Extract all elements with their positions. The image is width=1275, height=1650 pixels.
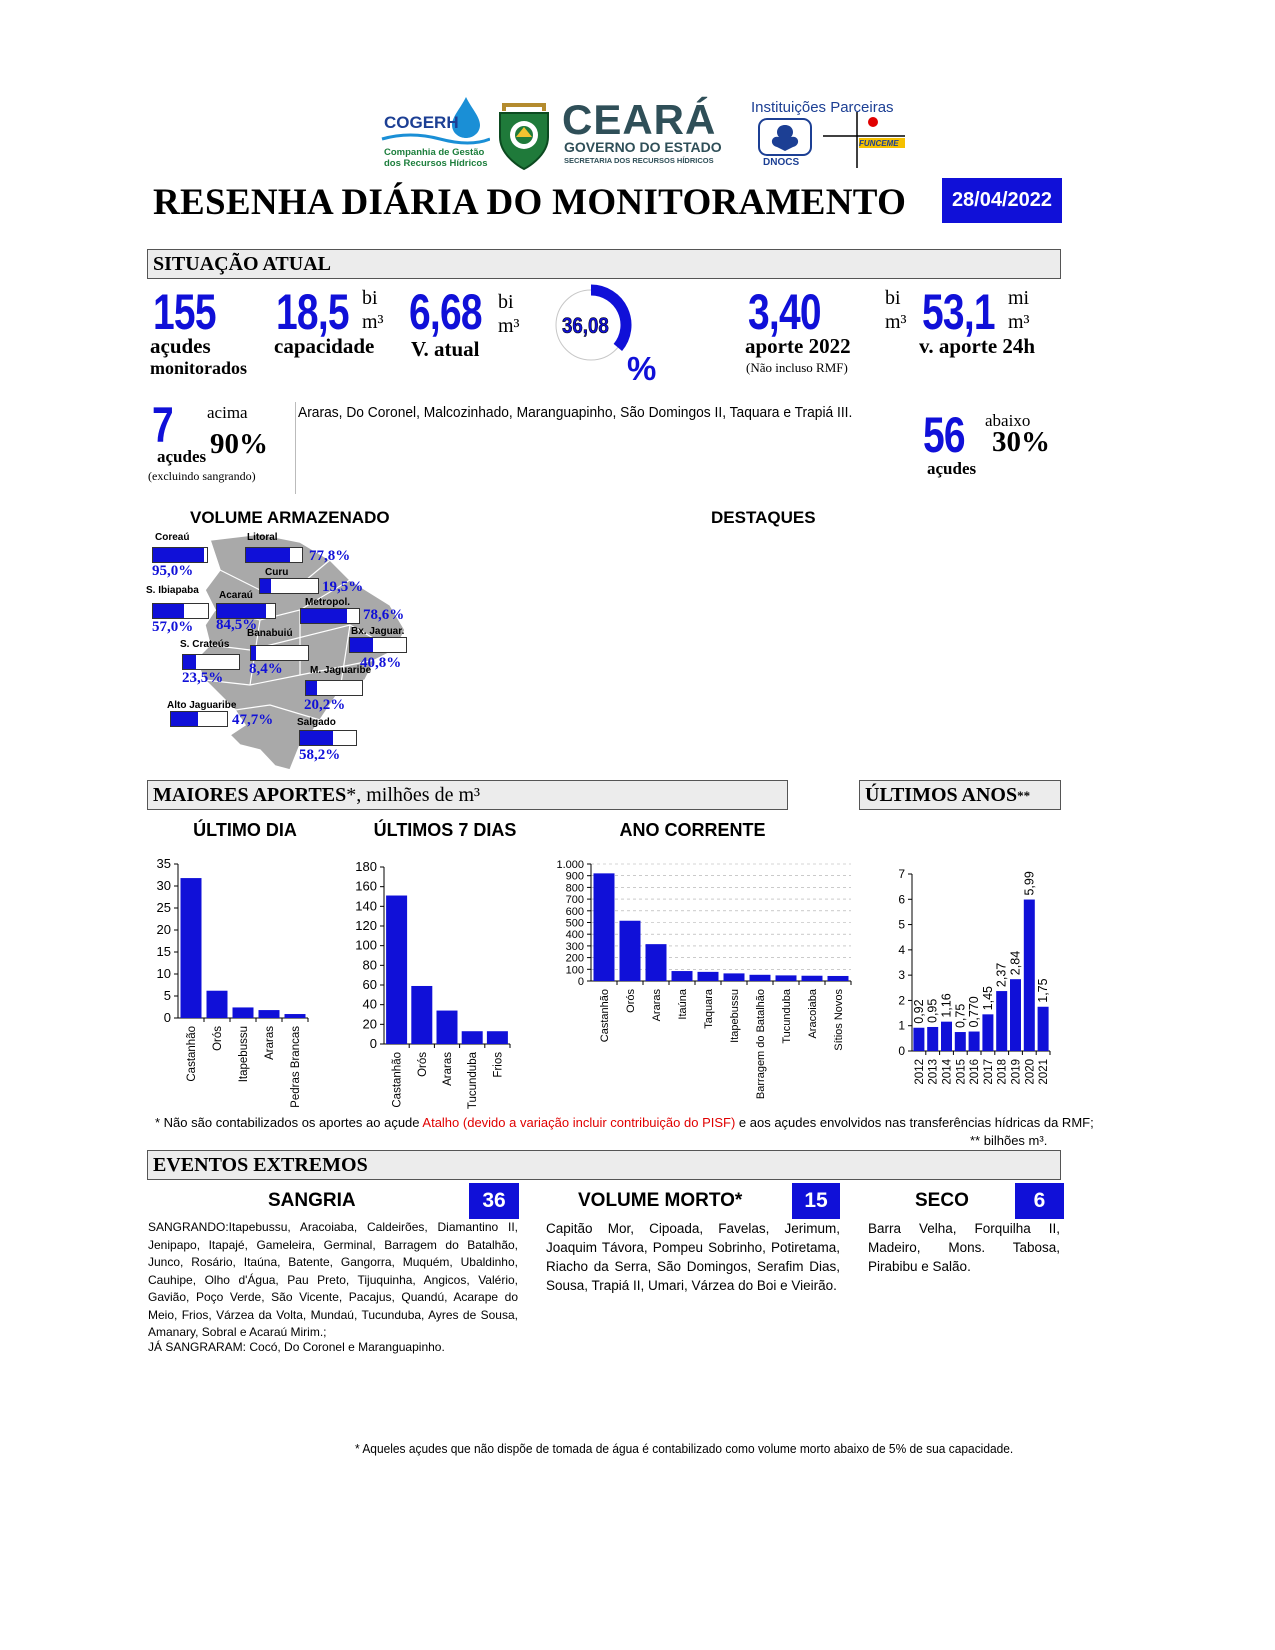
cogerh-name: COGERH: [384, 113, 459, 132]
instituicoes-parceiras: Instituições Parceiras: [751, 99, 894, 116]
x-category-label: Itapebussu: [729, 989, 741, 1043]
situacao-section-header: SITUAÇÃO ATUAL: [147, 249, 1061, 279]
bar-value-label: 0,92: [911, 999, 926, 1024]
map-region-percent-curu: 19,5%: [322, 579, 364, 595]
chart-ultimos-7-dias: [340, 852, 520, 1114]
ultimos-anos-header: [859, 780, 1061, 810]
bar-castanh-o: [386, 896, 407, 1044]
x-category-label: Araras: [651, 989, 663, 1022]
footnote-text-a: * Não são contabilizados os aportes ao açude: [155, 1115, 423, 1130]
abaixo-acudes-label: açudes: [927, 459, 977, 478]
x-category-label: Orós: [416, 1052, 429, 1077]
x-category-label: 2013: [927, 1059, 940, 1085]
y-tick-label: 140: [355, 898, 377, 914]
date-badge: 28/04/2022: [942, 178, 1062, 223]
footnote-text-red: Atalho (devido a variação incluir contribuição do PISF): [422, 1115, 736, 1130]
y-tick-label: 20: [156, 922, 171, 937]
map-region-bar-s-ibiapaba: [152, 603, 209, 619]
aporte-unit-m3: m³: [885, 311, 907, 333]
cogerh-subtitle-2: dos Recursos Hídricos: [384, 158, 488, 169]
y-tick-label: 0: [163, 1010, 171, 1025]
map-region-bar-s-crate-s: [182, 654, 240, 670]
x-category-label: Castanhão: [599, 989, 611, 1043]
aporte-24h-value: 53,1: [922, 284, 995, 340]
map-region-name-s-crate-s: S. Crateús: [180, 639, 230, 650]
map-region-bar-fill: [153, 604, 184, 618]
acima-acudes-list: Araras, Do Coronel, Malcozinhado, Maranguapinho, São Domingos II, Taquara e Trapiá III.: [298, 404, 853, 421]
x-category-label: 2019: [1010, 1059, 1023, 1085]
bar-value-label: 0,95: [925, 998, 940, 1023]
y-tick-label: 900: [565, 870, 584, 883]
x-category-label: Araras: [442, 1052, 454, 1086]
map-region-name-salgado: Salgado: [297, 717, 336, 728]
x-category-label: Araras: [264, 1026, 276, 1060]
map-region-percent-metropol-: 78,6%: [363, 607, 405, 623]
map-region-bar-metropol-: [300, 608, 360, 624]
map-region-bar-fill: [260, 579, 271, 593]
x-category-label: Itaúna: [677, 989, 689, 1020]
capacidade-value: 18,5: [276, 284, 349, 340]
bar-2019: [1010, 979, 1021, 1051]
y-tick-label: 700: [565, 894, 584, 907]
bar-value-label: 0,75: [953, 1003, 968, 1029]
bar-value-label: 5,99: [1022, 871, 1037, 896]
volume-armazenado-title: VOLUME ARMAZENADO: [190, 508, 390, 527]
y-tick-label: 300: [565, 940, 584, 953]
cogerh-logo: [380, 95, 490, 175]
map-region-name-banabui-: Banabuiú: [247, 628, 293, 639]
capacidade-label: capacidade: [274, 334, 375, 358]
y-tick-label: 80: [362, 957, 377, 973]
capacidade-unit-bi: bi: [362, 287, 378, 309]
map-region-percent-litoral: 77,8%: [309, 548, 351, 564]
aportes-footnote: [155, 1115, 1094, 1130]
chart-ultimo-dia: [140, 852, 340, 1114]
y-tick-label: 7: [898, 867, 905, 881]
dnocs-emblem-icon: [757, 117, 813, 157]
x-category-label: Tucunduba: [467, 1052, 480, 1110]
seco-count-badge: 6: [1015, 1183, 1064, 1219]
bar-2021: [1038, 1007, 1049, 1051]
map-region-name-acara-: Acaraú: [219, 590, 253, 601]
x-category-label: Frios: [492, 1052, 505, 1078]
x-category-label: Pedras Brancas: [290, 1026, 302, 1108]
volume-atual-label: V. atual: [411, 337, 480, 361]
aporte-note: (Não incluso RMF): [746, 360, 848, 375]
bar-araras: [646, 944, 667, 981]
volume-morto-list: Capitão Mor, Cipoada, Favelas, Jerimum, Joaquim Távora, Pompeu Sobrinho, Potiretama, Riacho da Serra, São Domingos, Serafim Dias, Sousa, Trapiá II, Umari, Várzea do Boi e Vieirão.: [546, 1221, 840, 1293]
dnocs-logo: [757, 117, 813, 169]
bar-2012: [913, 1028, 924, 1051]
seco-list: Barra Velha, Forquilha II, Madeiro, Mons. Tabosa, Pirabibu e Salão.: [868, 1221, 1060, 1274]
bar-or-s: [620, 921, 641, 981]
x-category-label: Aracoiaba: [807, 989, 819, 1039]
bar-araras: [437, 1011, 458, 1044]
map-region-bar-fill: [246, 548, 290, 562]
map-region-bar-fill: [251, 646, 256, 660]
y-tick-label: 100: [355, 937, 377, 953]
map-region-name-m-jaguaribe: M. Jaguaribe: [310, 665, 372, 676]
y-tick-label: 0: [577, 976, 584, 988]
y-tick-label: 0: [898, 1044, 905, 1058]
chart-title-ano-corrente: ANO CORRENTE: [619, 820, 766, 840]
sangria-list: SANGRANDO:Itapebussu, Aracoiaba, Caldeirões, Diamantino II, Jenipapo, Itapajé, Gameleira, Germinal, Barragem do Batalhão, Junco, Rosário, Itaúna, Batente, Gangorra, Muquém, Ubaldinho, Cauhipe, Olho d'Água, Pau Preto, Tijuquinha, Angicos, Valério, Gavião, Poço Verde, São Vicente, Pacajus, Quandú, Acarape do Meio, Frios, Várzea da Volta, Mundaú, Tucunduba, Ayres de Sousa, Amanary, Sobral e Acaraú Mirim.;: [148, 1220, 518, 1339]
acima-note: (excluindo sangrando): [148, 469, 256, 483]
map-region-bar-fill: [183, 655, 196, 669]
map-region-bar-fill: [350, 638, 373, 652]
y-tick-label: 4: [898, 942, 905, 957]
y-tick-label: 3: [898, 968, 905, 983]
page-title: RESENHA DIÁRIA DO MONITORAMENTO: [153, 182, 907, 223]
bar-araras: [259, 1010, 280, 1018]
x-category-label: Tucunduba: [781, 989, 793, 1044]
volume-morto-title: VOLUME MORTO*: [578, 1190, 743, 1211]
map-region-percent-m-jaguaribe: 20,2%: [304, 697, 346, 713]
y-tick-label: 600: [565, 905, 584, 918]
x-category-label: 2016: [969, 1059, 982, 1085]
x-category-label: 2017: [982, 1059, 995, 1085]
y-tick-label: 5: [163, 988, 171, 1003]
map-region-bar-corea-: [152, 547, 208, 563]
y-tick-label: 120: [355, 918, 377, 933]
x-category-label: 2018: [996, 1059, 1009, 1085]
volume-atual-unit-bi: bi: [498, 291, 514, 313]
volume-atual-unit-m3: m³: [498, 315, 520, 337]
acima-word: acima: [207, 403, 248, 422]
chart-title-ultimo-dia: ÚLTIMO DIA: [193, 820, 297, 840]
bar-itapebussu: [724, 973, 745, 981]
acudes-label: açudes: [150, 334, 211, 358]
y-tick-label: 1: [898, 1018, 905, 1033]
y-tick-label: 5: [898, 917, 905, 932]
seco-title: SECO: [915, 1190, 969, 1211]
x-category-label: 2014: [941, 1059, 954, 1085]
bar-2014: [941, 1022, 952, 1051]
bar-tucunduba: [776, 975, 797, 981]
map-region-bar-fill: [306, 681, 317, 695]
chart-title-ultimos-7-dias: ÚLTIMOS 7 DIAS: [373, 820, 517, 840]
governo-do-estado: GOVERNO DO ESTADO: [564, 139, 722, 155]
map-region-name-litoral: Litoral: [247, 532, 278, 543]
bar-castanh-o: [594, 873, 615, 981]
bar-itapebussu: [233, 1007, 254, 1018]
y-tick-label: 10: [156, 966, 171, 981]
y-tick-label: 40: [362, 996, 377, 1012]
map-region-bar-fill: [301, 609, 347, 623]
ultimos-anos-suffix: **: [1017, 788, 1031, 803]
bar-value-label: 2,84: [1008, 950, 1023, 976]
y-tick-label: 30: [156, 878, 171, 893]
y-tick-label: 400: [565, 929, 584, 942]
x-category-label: Barragem do Batalhão: [755, 989, 767, 1100]
bar-2018: [996, 991, 1007, 1051]
abaixo-word: abaixo: [985, 411, 1031, 430]
map-region-bar-salgado: [299, 730, 357, 746]
aporte-2022-label: aporte 2022: [745, 334, 851, 358]
volume-atual-value: 6,68: [409, 284, 482, 340]
chart-ultimos-anos: [880, 852, 1060, 1114]
bar-value-label: 0,770: [967, 996, 982, 1028]
map-region-percent-bx-jaguar-: 40,8%: [360, 655, 402, 671]
map-region-percent-banabui-: 8,4%: [249, 661, 283, 677]
map-region-bar-fill: [217, 604, 266, 618]
map-region-bar-alto-jaguaribe: [170, 711, 228, 727]
bar-aracoiaba: [802, 976, 823, 981]
acima-acudes-label: açudes: [157, 447, 207, 466]
abaixo-percent: 30%: [992, 426, 1050, 458]
map-region-percent-s-crate-s: 23,5%: [182, 670, 224, 686]
y-tick-label: 200: [565, 952, 584, 965]
ceara-wordmark: CEARÁ: [562, 96, 717, 143]
x-category-label: Itapebussu: [238, 1026, 250, 1083]
x-category-label: 2012: [913, 1059, 926, 1085]
y-tick-label: 15: [156, 944, 171, 959]
sangria-count-badge: 36: [469, 1183, 519, 1219]
map-region-percent-alto-jaguaribe: 47,7%: [232, 712, 274, 728]
map-region-percent-corea-: 95,0%: [152, 563, 194, 579]
footnote-text-b: e aos açudes envolvidos nas transferências hídricas da RMF;: [735, 1115, 1094, 1130]
aporte-2022-value: 3,40: [748, 284, 821, 340]
map-region-percent-salgado: 58,2%: [299, 747, 341, 763]
maiores-aportes-title: MAIORES APORTES: [153, 784, 347, 806]
bar-value-label: 1,75: [1036, 978, 1051, 1003]
abaixo-count: 56: [923, 407, 965, 463]
bar-ita-na: [672, 971, 693, 981]
y-tick-label: 0: [369, 1036, 377, 1051]
eventos-extremos-header: EVENTOS EXTREMOS: [147, 1150, 1061, 1180]
map-region-bar-fill: [300, 731, 333, 745]
map-region-bar-fill: [171, 712, 198, 726]
ultimos-anos-title: ÚLTIMOS ANOS: [865, 784, 1018, 806]
map-region-name-s-ibiapaba: S. Ibiapaba: [146, 585, 199, 596]
map-region-name-bx-jaguar-: Bx. Jaguar.: [351, 626, 405, 637]
bar-barragem-do-batalh-o: [750, 975, 771, 981]
x-category-label: 2015: [955, 1059, 968, 1085]
maiores-aportes-header: [147, 780, 788, 810]
y-tick-label: 180: [355, 859, 377, 874]
chart-ano-corrente: [550, 852, 860, 1114]
acima-percent: 90%: [210, 428, 268, 460]
dnocs-name: DNOCS: [763, 157, 800, 168]
bar-value-label: 2,37: [994, 962, 1009, 988]
y-tick-label: 2: [898, 993, 905, 1008]
map-region-percent-s-ibiapaba: 57,0%: [152, 619, 194, 635]
bar-2017: [982, 1014, 993, 1051]
bar-frios: [487, 1031, 508, 1044]
ja-sangraram-list: JÁ SANGRARAM: Cocó, Do Coronel e Maranguapinho.: [148, 1340, 445, 1354]
bar-value-label: 1,45: [980, 985, 995, 1011]
map-region-name-alto-jaguaribe: Alto Jaguaribe: [167, 700, 237, 711]
gauge-value: 36,08: [562, 313, 609, 338]
x-category-label: 2021: [1038, 1059, 1051, 1085]
bar-or-s: [411, 986, 432, 1044]
bar-value-label: 1,16: [939, 993, 954, 1018]
y-tick-label: 60: [362, 977, 377, 992]
map-region-name-corea-: Coreaú: [155, 532, 190, 543]
map-region-bar-fill: [153, 548, 204, 562]
map-region-bar-bx-jaguar-: [349, 637, 407, 653]
capacidade-unit-m3: m³: [362, 311, 384, 333]
volume-morto-count-badge: 15: [792, 1183, 840, 1219]
x-category-label: Sítios Novos: [833, 989, 845, 1051]
maiores-aportes-suffix: *, milhões de m³: [346, 784, 480, 806]
map-region-bar-curu: [259, 578, 319, 594]
aporte-24h-label: v. aporte 24h: [919, 334, 1036, 358]
bar-taquara: [698, 972, 719, 981]
bar-or-s: [207, 991, 228, 1018]
y-tick-label: 800: [565, 882, 584, 895]
bar-2013: [927, 1027, 938, 1051]
funceme-name: FUNCEME: [859, 139, 899, 148]
bar-2016: [969, 1032, 980, 1051]
bar-2015: [955, 1032, 966, 1051]
bar-tucunduba: [462, 1031, 483, 1044]
map-region-name-metropol-: Metropol.: [305, 597, 350, 608]
sangria-title: SANGRIA: [268, 1190, 356, 1211]
x-category-label: Castanhão: [391, 1052, 404, 1108]
aportes-footnote-2: ** bilhões m³.: [970, 1133, 1048, 1148]
monitorados-label: monitorados: [150, 358, 248, 378]
map-region-bar-litoral: [245, 547, 303, 563]
aporte-24h-unit-m3: m³: [1008, 311, 1030, 333]
y-tick-label: 1.000: [556, 859, 584, 871]
funceme-logo: [823, 112, 905, 168]
map-region-percent-acara-: 84,5%: [216, 617, 258, 633]
volume-morto-footnote: * Aqueles açudes que não dispõe de tomada de água é contabilizado como volume morto abaixo de 5% de sua capacidade.: [355, 1441, 1014, 1456]
bar-s-tios-novos: [828, 976, 849, 981]
acima-count: 7: [152, 397, 173, 453]
map-region-bar-banabui-: [250, 645, 309, 661]
bar-castanh-o: [181, 878, 202, 1018]
bar-2020: [1024, 900, 1035, 1051]
x-category-label: Orós: [212, 1026, 224, 1051]
acima-divider: [295, 402, 296, 494]
x-category-label: Orós: [625, 989, 637, 1013]
y-tick-label: 20: [362, 1016, 377, 1032]
y-tick-label: 500: [565, 917, 584, 930]
x-category-label: Castanhão: [186, 1026, 198, 1082]
x-category-label: Taquara: [703, 989, 715, 1029]
secretaria-recursos-hidricos: SECRETARIA DOS RECURSOS HÍDRICOS: [564, 156, 714, 165]
y-tick-label: 35: [156, 856, 171, 871]
y-tick-label: 100: [565, 964, 584, 977]
cogerh-subtitle-1: Companhia de Gestão: [384, 147, 485, 158]
bar-pedras-brancas: [285, 1014, 306, 1018]
gauge-percent-sign: %: [627, 350, 657, 387]
map-region-name-curu: Curu: [265, 567, 289, 578]
ceara-coat-of-arms-icon: [494, 97, 554, 171]
destaques-title: DESTAQUES: [711, 508, 816, 527]
aporte-24h-unit-mi: mi: [1008, 287, 1030, 309]
y-tick-label: 25: [156, 900, 171, 915]
y-tick-label: 160: [355, 878, 377, 894]
y-tick-label: 6: [898, 892, 905, 907]
acudes-count: 155: [153, 284, 216, 340]
aporte-unit-bi: bi: [885, 287, 901, 309]
x-category-label: 2020: [1024, 1059, 1037, 1085]
map-region-bar-m-jaguaribe: [305, 680, 363, 696]
